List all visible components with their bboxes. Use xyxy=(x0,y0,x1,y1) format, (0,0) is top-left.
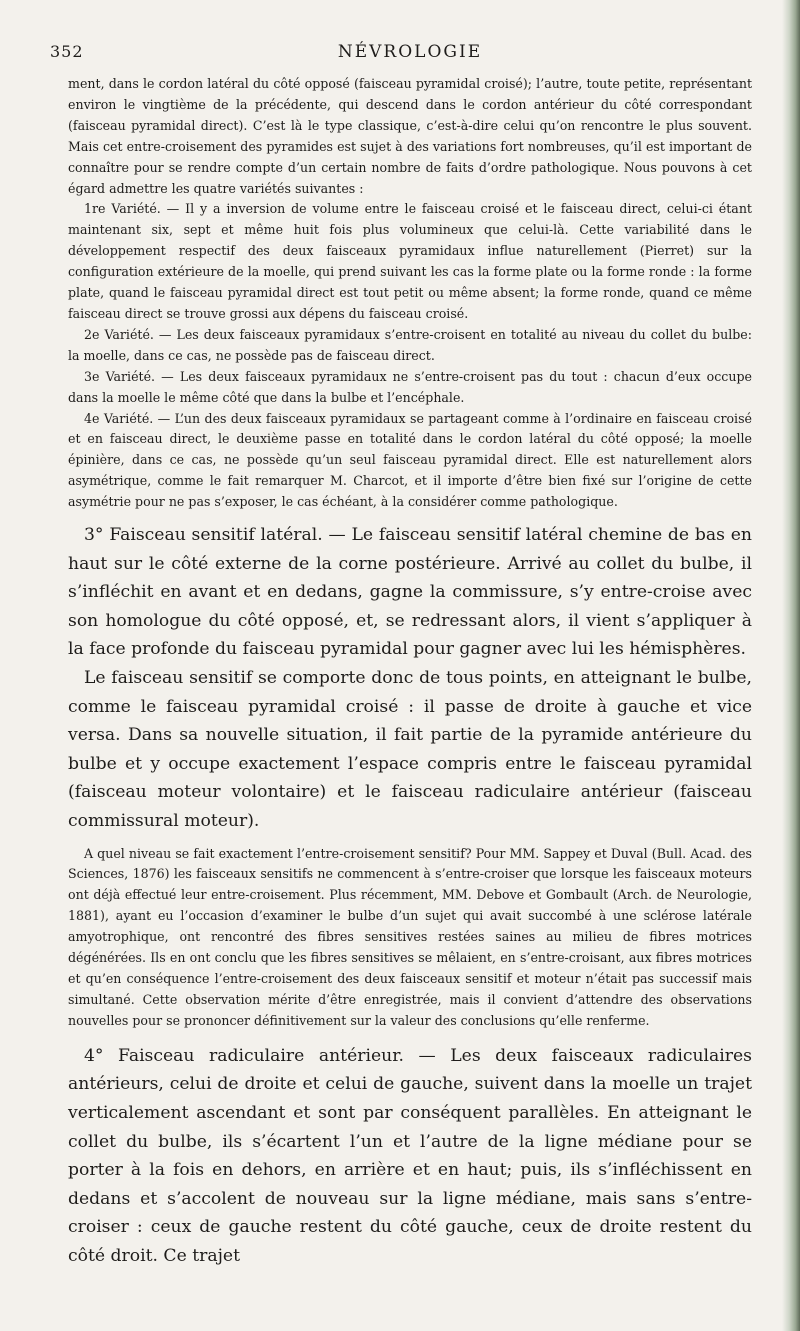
page-number: 352 xyxy=(50,42,84,61)
section-3-note: A quel niveau se fait exactement l’entre-croisement sensitif? Pour MM. Sappey et Duval (Bull. Acad. des Sciences, 1876) les faisceaux sensitifs ne commencent à s’entre-croiser que lorsque les faisceaux moteurs ont déjà effectué leur entre-croisement. Plus récemment, MM. Debove et Gombault (Arch. de Neurologie, 1881), ayant eu l’occasion d’examiner le bulbe d’un sujet qui avait succombé à une sclérose latérale amyotrophique, ont rencontré des fibres sensitives restées saines au milieu de fibres motrices dégénérées. Ils en ont conclu que les fibres sensitives se mêlaient, en s’entre-croisant, aux fibres motrices et qu’en conséquence l’entre-croisement des deux faisceaux sensitif et moteur n’était pas successif mais simultané. Cette observation mérite d’être enregistrée, mais il convient d’attendre des observations nouvelles pour se prononcer définitivement sur la valeur des conclusions qu’elle renferme. xyxy=(68,845,752,1028)
page-header xyxy=(50,42,752,74)
page xyxy=(50,42,752,1270)
section-3-sensory-tract: 3° Faisceau sensitif latéral. — Le faisceau sensitif latéral chemine de bas en haut sur le côté externe de la corne postérieure. Arrivé au collet du bulbe, il s’infléchit en avant et en dedans, gagne la commissure, s’y entre-croise avec son homologue du côté opposé, et, se redressant alors, il vient s’appliquer à la face profonde du faisceau pyramidal pour gagner avec lui les hémisphères. xyxy=(68,525,752,660)
paragraph-continuation: ment, dans le cordon latéral du côté opposé (faisceau pyramidal croisé); l’autre, toute petite, représentant environ le vingtième de la précédente, qui descend dans le cordon antérieur du côté correspondant (faisceau pyramidal direct). C’est là le type classique, c’est-à-dire celui qu’on rencontre le plus souvent. Mais cet entre-croisement des pyramides est sujet à des variations fort nombreuses, qu’il est important de connaître pour se rendre compte d’un certain nombre de faits d’ordre pathologique. Nous pouvons à cet égard admettre les quatre variétés suivantes : xyxy=(68,76,752,196)
variety-3: 3e Variété. — Les deux faisceaux pyramidaux ne s’entre-croisent pas du tout : chacun d’eux occupe dans la moelle le même côté que dans la bulbe et l’encéphale. xyxy=(68,368,752,405)
section-3-continuation: Le faisceau sensitif se comporte donc de tous points, en atteignant le bulbe, comme le faisceau pyramidal croisé : il passe de droite à gauche et vice versa. Dans sa nouvelle situation, il fait partie de la pyramide antérieure du bulbe et y occupe exactement l’espace compris entre le faisceau pyramidal (faisceau moteur volontaire) et le faisceau radiculaire antérieur (faisceau commissural moteur). xyxy=(68,668,752,831)
variety-1: 1re Variété. — Il y a inversion de volume entre le faisceau croisé et le faisceau direct, celui-ci étant maintenant six, sept et même huit fois plus volumineux que celui-là. Cette variabilité dans le développement respectif des deux faisceaux pyramidaux influe naturellement (Pierret) sur la configuration extérieure de la moelle, qui prend suivant les cas la forme plate ou la forme ronde : la forme plate, quand le faisceau pyramidal direct est tout petit ou même absent; la forme ronde, quand ce même faisceau direct se trouve grossi aux dépens du faisceau croisé. xyxy=(68,201,752,321)
running-title: NÉVROLOGIE xyxy=(337,42,483,62)
variety-4: 4e Variété. — L’un des deux faisceaux pyramidaux se partageant comme à l’ordinaire en faisceau croisé et en faisceau direct, le deuxième passe en totalité dans le cordon latéral du côté opposé; la moelle épinière, dans ce cas, ne possède qu’un seul faisceau pyramidal direct. Elle est naturellement alors asymétrique, comme le fait remarquer M. Charcot, et il importe d’être bien fixé sur l’origine de cette asymétrie pour ne pas s’exposer, le cas échéant, à la considérer comme pathologique. xyxy=(68,410,752,510)
section-4-anterior-root-tract: 4° Faisceau radiculaire antérieur. — Les deux faisceaux radiculaires antérieurs, celui de droite et celui de gauche, suivent dans la moelle un trajet verticalement ascendant et sont par conséquent parallèles. En atteignant le collet du bulbe, ils s’écartent l’un et l’autre de la ligne médiane pour se porter à la fois en dehors, en arrière et en haut; puis, ils s’infléchissent en dedans et s’accolent de nouveau sur la ligne médiane, mais sans s’entre-croiser : ceux de gauche restent du côté gauche, ceux de droite restent du côté droit. Ce trajet xyxy=(68,1045,752,1266)
page-edge-shadow xyxy=(782,0,800,1331)
variety-2: 2e Variété. — Les deux faisceaux pyramidaux s’entre-croisent en totalité au niveau du collet du bulbe: la moelle, dans ce cas, ne possède pas de faisceau direct. xyxy=(68,326,752,363)
